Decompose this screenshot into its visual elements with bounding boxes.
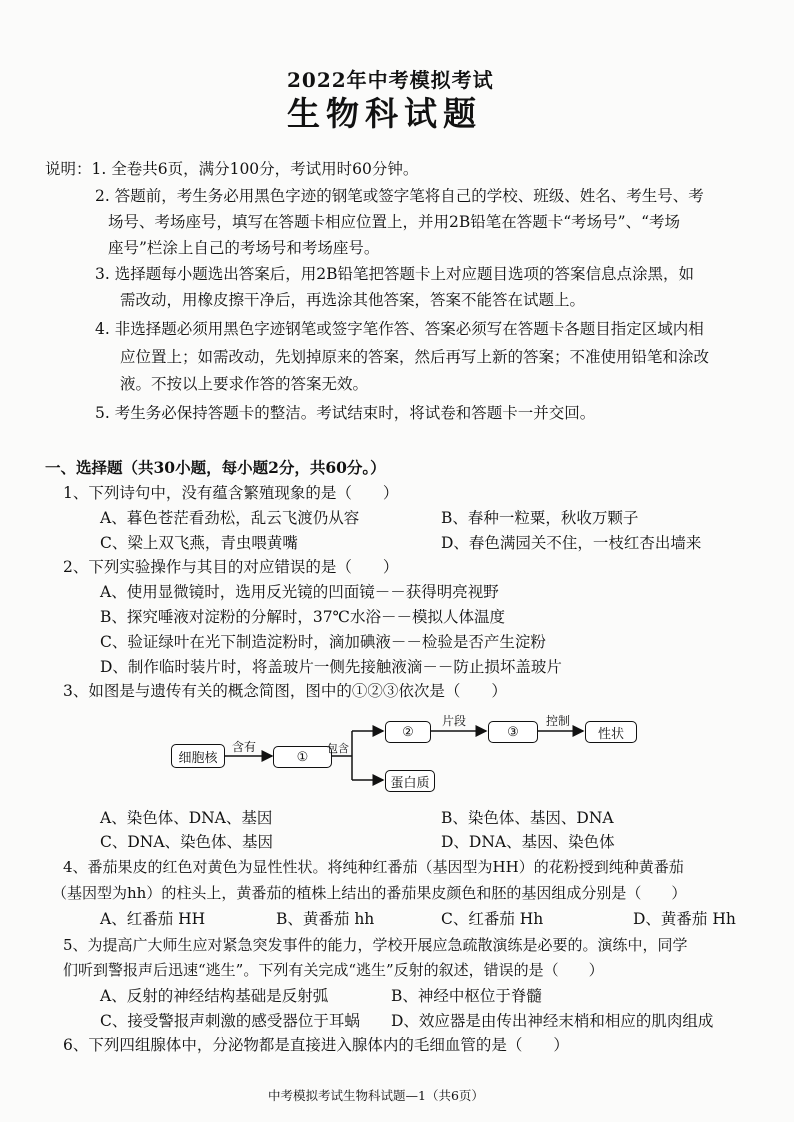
page-footer: 中考模拟考试生物科试题—1（共6页） [268, 1088, 484, 1103]
question-4-option-c: C、红番茄 Hh [441, 910, 544, 928]
question-3-option-a: A、染色体、DNA、基因 [100, 809, 273, 827]
node-3: ③ [488, 721, 538, 743]
instruction-line: 需改动，用橡皮擦干净后，再选涂其他答案，答案不能答在试题上。 [120, 291, 586, 309]
question-4-option-d: D、黄番茄 Hh [633, 910, 736, 928]
question-1-option-d: D、春色满园关不住，一枝红杏出墙来 [441, 534, 702, 552]
question-4-option-b: B、黄番茄 hh [276, 910, 375, 928]
subject-title: 生物科试题 [287, 94, 482, 133]
question-3-option-d: D、DNA、基因、染色体 [441, 833, 615, 851]
label-control: 控制 [546, 714, 571, 728]
question-2-option-c: C、验证绿叶在光下制造淀粉时，滴加碘液－－检验是否产生淀粉 [100, 633, 546, 651]
node-protein: 蛋白质 [385, 770, 435, 792]
question-1-option-b: B、春种一粒粟，秋收万颗子 [441, 509, 639, 527]
instruction-line: 说明：1. 全卷共6页，满分100分，考试用时60分钟。 [45, 160, 419, 178]
label-contains: 含有 [232, 740, 257, 754]
question-3-option-b: B、染色体、基因、DNA [441, 809, 614, 827]
question-4-stem-2: （基因型为hh）的柱头上，黄番茄的植株上结出的番茄果皮颜色和胚的基因组成分别是（ ） [52, 884, 687, 902]
question-1-option-a: A、暮色苍茫看劲松，乱云飞渡仍从容 [100, 509, 360, 527]
instruction-line: 场号、考场座号，填写在答题卡相应位置上，并用2B铅笔在答题卡“考场号”、“考场 [108, 213, 681, 231]
question-4-option-a: A、红番茄 HH [100, 910, 206, 928]
instruction-line: 液。不按以上要求作答的答案无效。 [120, 375, 369, 393]
instruction-line: 5. 考生务必保持答题卡的整洁。考试结束时，将试卷和答题卡一并交回。 [95, 404, 596, 422]
question-6-stem: 6、下列四组腺体中，分泌物都是直接进入腺体内的毛细血管的是（ ） [63, 1036, 569, 1054]
exam-title: 2022年中考模拟考试 [287, 68, 494, 92]
label-segment: 片段 [442, 714, 467, 728]
question-3-option-c: C、DNA、染色体、基因 [100, 833, 274, 851]
node-2: ② [385, 721, 431, 743]
question-5-option-b: B、神经中枢位于脊髓 [391, 987, 542, 1005]
question-5-stem-1: 5、为提高广大师生应对紧急突发事件的能力，学校开展应急疏散演练是必要的。演练中，同学 [63, 936, 688, 954]
question-2-option-d: D、制作临时装片时，将盖玻片一侧先接触液滴－－防止损坏盖玻片 [100, 658, 562, 676]
question-4-stem-1: 4、番茄果皮的红色对黄色为显性性状。将纯种红番茄（基因型为HH）的花粉授到纯种黄番茄 [63, 858, 684, 876]
section-title: 一、选择题（共30小题，每小题2分，共60分。） [45, 458, 386, 477]
instruction-line: 应位置上；如需改动，先划掉原来的答案，然后再写上新的答案；不准使用铅笔和涂改 [120, 348, 710, 366]
question-5-option-d: D、效应器是由传出神经末梢和相应的肌肉组成 [391, 1012, 714, 1030]
question-5-option-c: C、接受警报声刺激的感受器位于耳蜗 [100, 1012, 360, 1030]
instruction-line: 座号”栏涂上自己的考场号和考场座号。 [108, 239, 380, 257]
node-1: ① [273, 746, 332, 768]
question-2-option-b: B、探究唾液对淀粉的分解时，37℃水浴－－模拟人体温度 [100, 608, 505, 626]
instruction-line: 3. 选择题每小题选出答案后，用2B铅笔把答题卡上对应题目选项的答案信息点涂黑，如 [95, 265, 694, 283]
instruction-line: 2. 答题前，考生务必用黑色字迹的钢笔或签字笔将自己的学校、班级、姓名、考生号、考 [95, 187, 704, 205]
question-1-option-c: C、梁上双飞燕，青虫喂黄嘴 [100, 534, 298, 552]
question-5-option-a: A、反射的神经结构基础是反射弧 [100, 987, 329, 1005]
question-2-option-a: A、使用显微镜时，选用反光镜的凹面镜－－获得明亮视野 [100, 583, 499, 601]
label-include: 包含 [327, 742, 349, 755]
node-trait: 性状 [585, 721, 637, 743]
node-nucleus: 细胞核 [171, 744, 225, 768]
question-2-stem: 2、下列实验操作与其目的对应错误的是（ ） [63, 558, 399, 576]
question-1-stem: 1、下列诗句中，没有蕴含繁殖现象的是（ ） [63, 484, 399, 502]
question-5-stem-2: 们听到警报声后迅速“逃生”。下列有关完成“逃生”反射的叙述，错误的是（ ） [63, 961, 604, 979]
instruction-line: 4. 非选择题必须用黑色字迹钢笔或签字笔作答、答案必须写在答题卡各题目指定区域内相 [95, 320, 704, 338]
question-3-stem: 3、如图是与遗传有关的概念简图，图中的①②③依次是（ ） [63, 682, 507, 700]
